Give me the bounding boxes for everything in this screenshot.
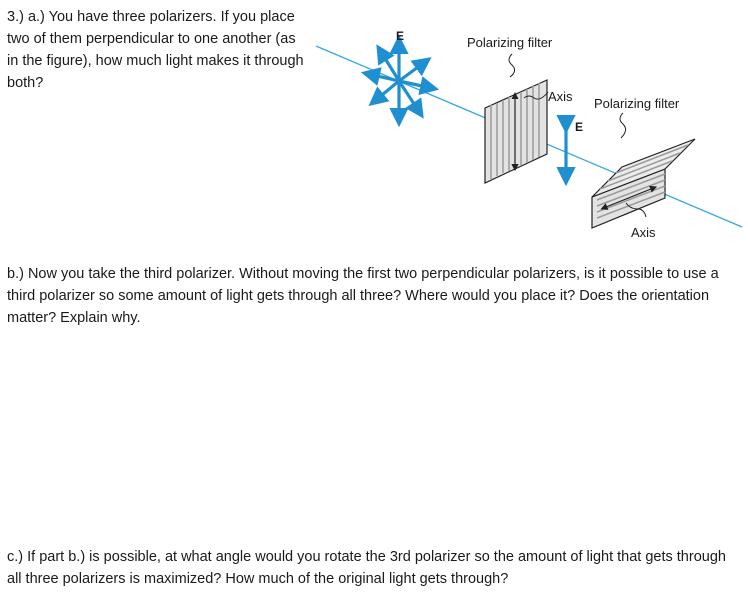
e-label-2: E — [575, 120, 584, 134]
filter-label-2: Polarizing filter — [594, 96, 680, 111]
unpolarized-light-star — [364, 38, 436, 124]
e-label-1: E — [396, 29, 405, 43]
filter-label-1: Polarizing filter — [467, 35, 553, 50]
axis-label-1: Axis — [548, 89, 573, 104]
polarizing-filter-2 — [592, 139, 695, 228]
question-c-text: c.) If part b.) is possible, at what angle would you rotate the 3rd polarizer so the amount of light that gets through all three polarizers is maximized? How much of the original light gets through? — [7, 549, 726, 587]
filter-1-leader — [509, 54, 515, 77]
filter-2-leader — [620, 113, 626, 138]
question-a-text: 3.) a.) You have three polarizers. If you place two of them perpendicular to one another (as in the figure), how much light makes it through both? — [7, 9, 304, 91]
polarizer-figure — [316, 26, 746, 248]
polarizing-filter-1 — [485, 80, 547, 183]
axis-label-2: Axis — [631, 225, 656, 240]
question-b-text: b.) Now you take the third polarizer. Without moving the first two perpendicular polarizers, is it possible to use a third polarizer so some amount of light gets through all three? Where would you place it? Does the orientation matter? Explain why. — [7, 266, 719, 326]
